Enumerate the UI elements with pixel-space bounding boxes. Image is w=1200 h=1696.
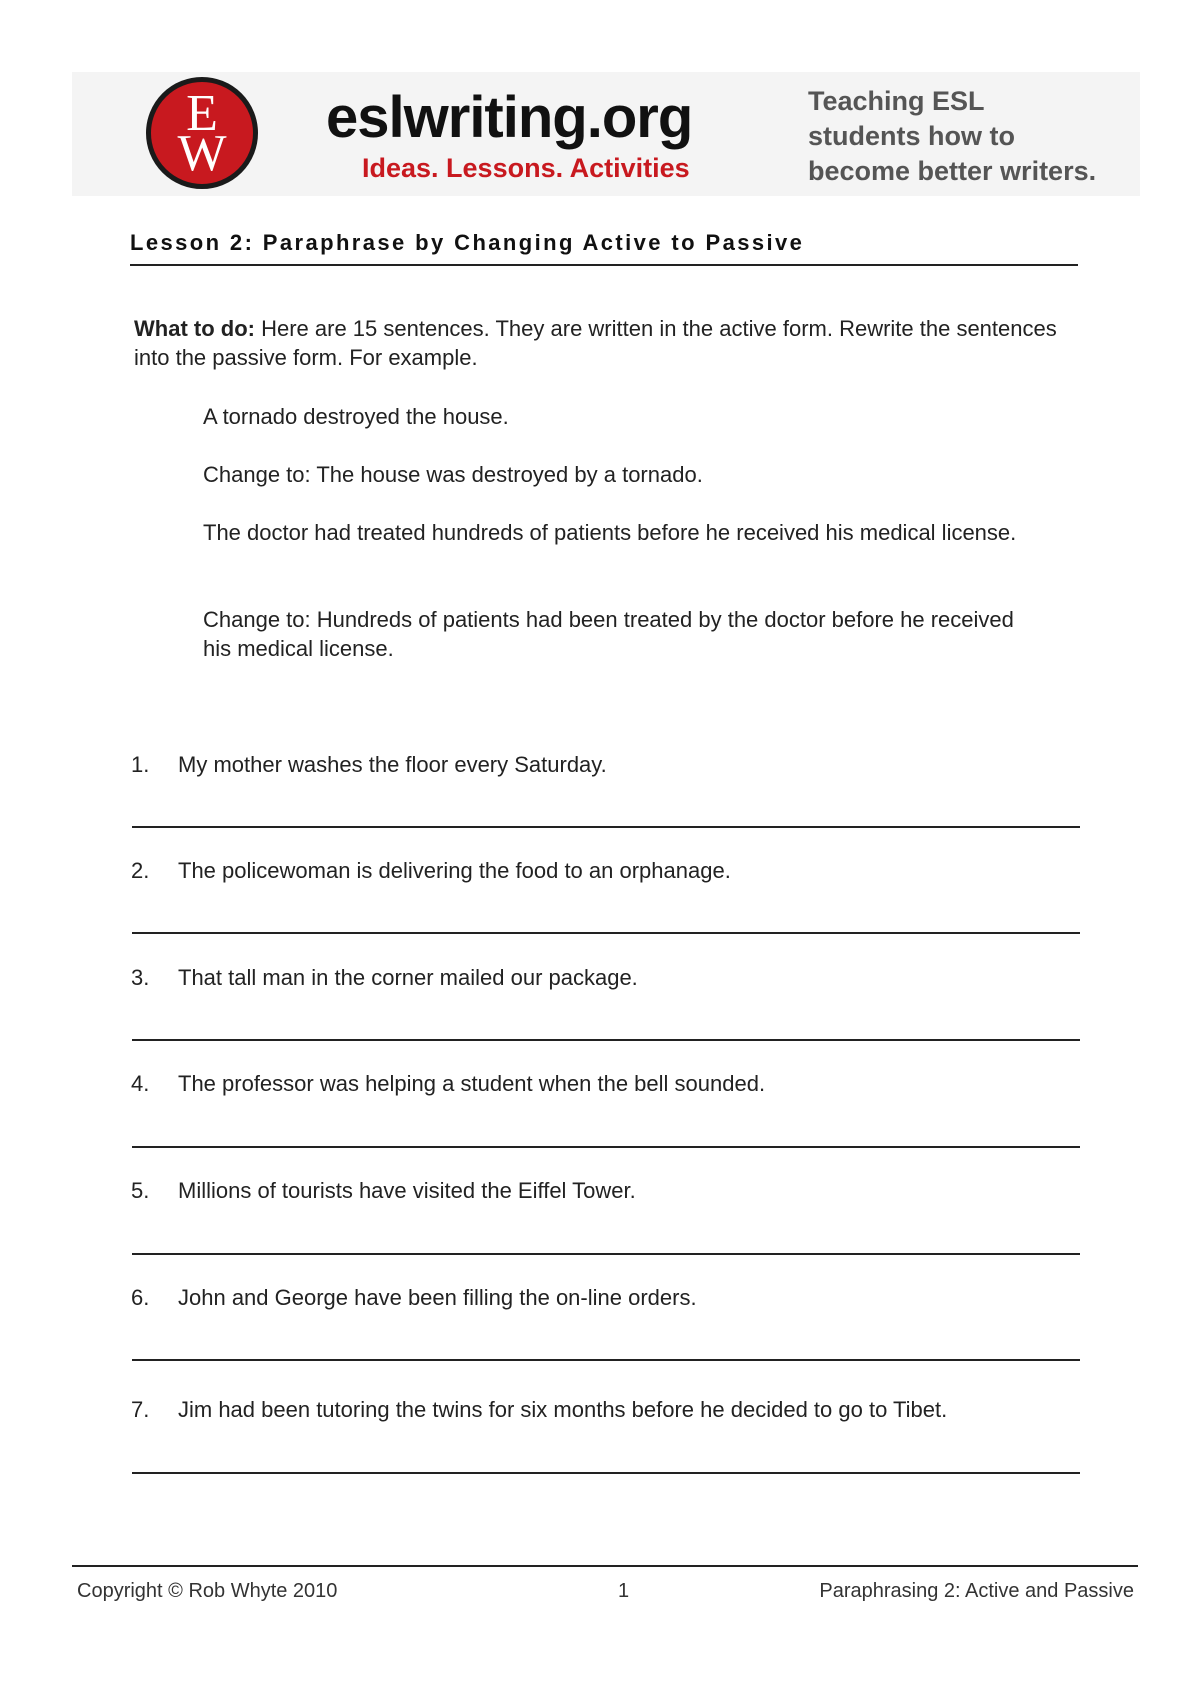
footer-doc-title: Paraphrasing 2: Active and Passive	[819, 1580, 1134, 1602]
logo-letter-w: W	[177, 125, 227, 182]
slogan-line: Teaching ESL	[808, 86, 985, 116]
slogan	[808, 84, 1128, 189]
ew-logo	[146, 77, 258, 189]
slogan-line: become better writers.	[808, 156, 1097, 186]
answer-line[interactable]	[132, 1039, 1080, 1041]
lesson-title: Lesson 2: Paraphrase by Changing Active to Passive	[130, 230, 805, 255]
item-number: 4.	[131, 1071, 150, 1096]
site-name: eslwriting.org	[326, 85, 693, 150]
item-number: 3.	[131, 965, 150, 990]
answer-line[interactable]	[132, 1359, 1080, 1361]
example-sentence: A tornado destroyed the house.	[203, 404, 509, 429]
item-sentence: John and George have been filling the on-line orders.	[178, 1285, 697, 1310]
slogan-line: students how to	[808, 121, 1015, 151]
example-sentence: The doctor had treated hundreds of patients before he received his medical license.	[203, 520, 1017, 545]
title-divider	[130, 264, 1078, 266]
instructions-label: What to do:	[134, 316, 255, 341]
example-answer: Change to: The house was destroyed by a tornado.	[203, 462, 703, 487]
answer-line[interactable]	[132, 1253, 1080, 1255]
answer-line[interactable]	[132, 1146, 1080, 1148]
item-number: 5.	[131, 1178, 150, 1203]
logo-letter-e: E	[186, 85, 218, 142]
instructions-text: Here are 15 sentences. They are written in the active form. Rewrite the sentences into the passive form. For example.	[134, 316, 1057, 370]
site-tagline: Ideas. Lessons. Activities	[362, 153, 690, 183]
item-number: 1.	[131, 752, 150, 777]
item-number: 7.	[131, 1397, 150, 1422]
answer-line[interactable]	[132, 1472, 1080, 1474]
example-answer: Change to: Hundreds of patients had been treated by the doctor before he received his medical license.	[203, 607, 1014, 661]
instructions	[134, 314, 1070, 372]
footer-divider	[72, 1565, 1138, 1567]
answer-line[interactable]	[132, 826, 1080, 828]
answer-line[interactable]	[132, 932, 1080, 934]
item-sentence: The policewoman is delivering the food to an orphanage.	[178, 858, 731, 883]
item-sentence: My mother washes the floor every Saturday.	[178, 752, 607, 777]
footer-copyright: Copyright © Rob Whyte 2010	[77, 1580, 338, 1602]
item-sentence: The professor was helping a student when the bell sounded.	[178, 1071, 766, 1096]
item-sentence: Jim had been tutoring the twins for six months before he decided to go to Tibet.	[178, 1397, 948, 1422]
page-number: 1	[618, 1580, 630, 1602]
item-number: 2.	[131, 858, 150, 883]
item-number: 6.	[131, 1285, 150, 1310]
item-sentence: That tall man in the corner mailed our package.	[178, 965, 638, 990]
item-sentence: Millions of tourists have visited the Eiffel Tower.	[178, 1178, 636, 1203]
